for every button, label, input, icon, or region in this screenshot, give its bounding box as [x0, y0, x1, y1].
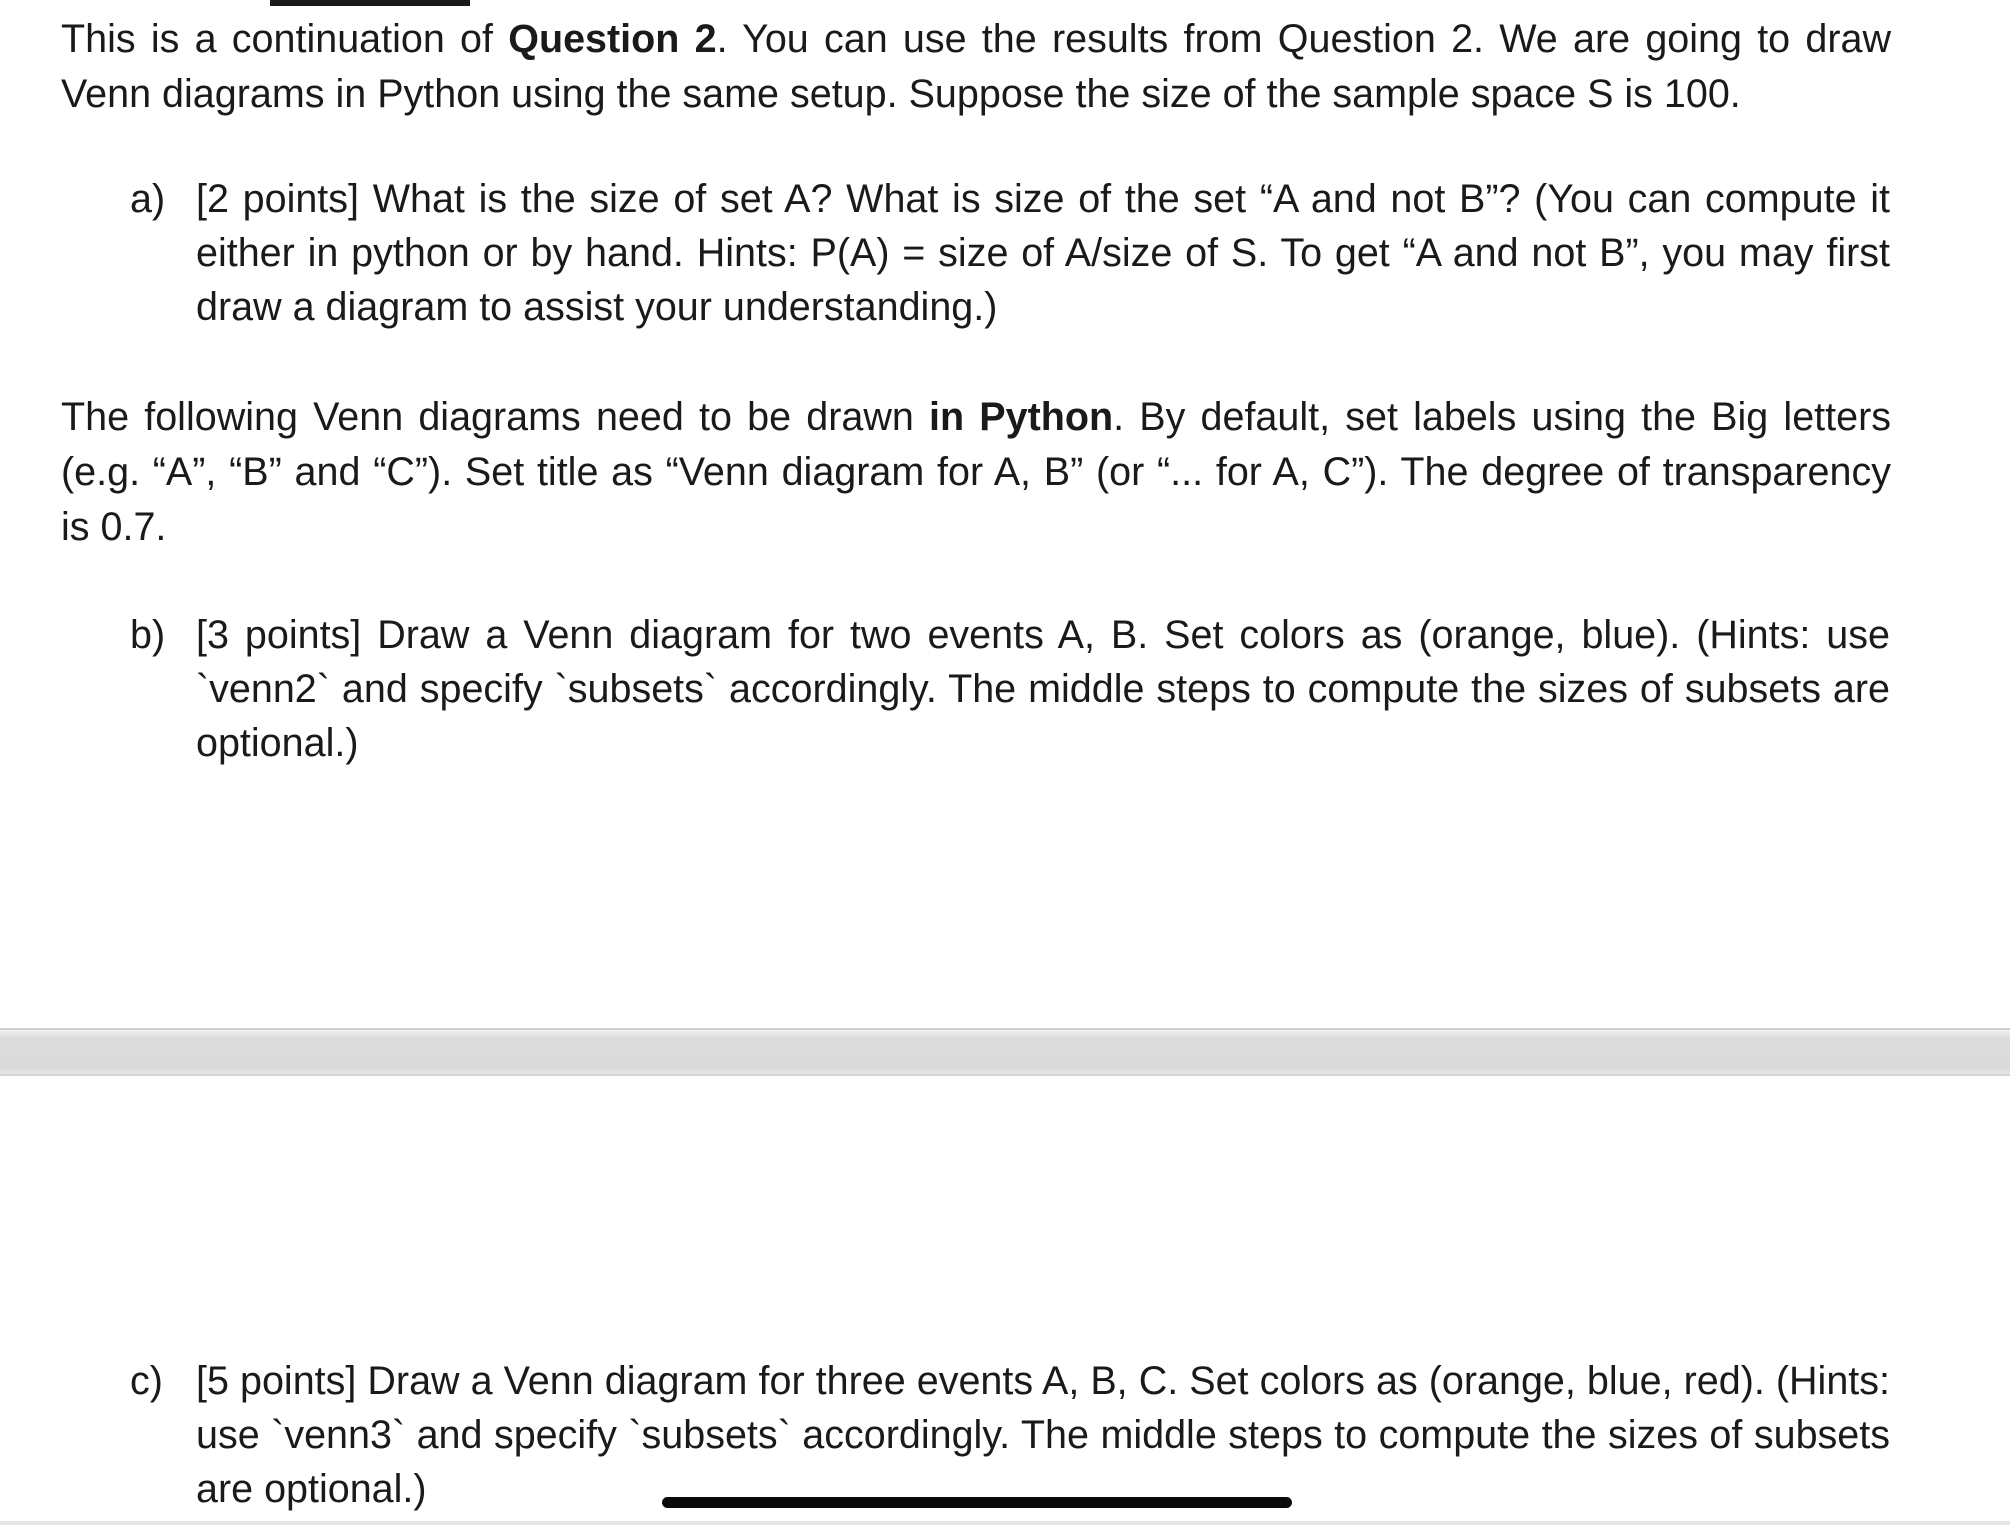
- part-c-text: [5 points] Draw a Venn diagram for three events A, B, C. Set colors as (orange, blue, red). (Hints: use `venn3` and specify `subsets` accordingly. The middle steps to compute the sizes of subsets are optional.): [196, 1359, 1890, 1511]
- part-b-marker: b): [130, 613, 166, 657]
- part-b-text: [3 points] Draw a Venn diagram for two events A, B. Set colors as (orange, blue). (Hints: use `venn2` and specify `subsets` accordingly. The middle steps to compute the sizes of subsets are optional.): [196, 613, 1890, 765]
- question-part-c: [130, 1354, 1890, 1516]
- part-a-marker: a): [130, 177, 166, 221]
- intro-text-after: . You can use the results from Question 2. We are going to draw Venn diagrams in Python using the same setup. Suppose the size of the sample space S is 100.: [61, 17, 1891, 116]
- question-part-b: [130, 608, 1890, 770]
- intro-bold-reference: Question 2: [508, 17, 717, 61]
- cropped-heading-fragment: [270, 0, 470, 6]
- page-break-divider: [0, 1028, 2010, 1076]
- question-part-a: [130, 172, 1890, 334]
- document-page-bottom: [0, 1076, 2010, 1525]
- intro-text-before: This is a continuation of: [61, 17, 509, 61]
- instructions-paragraph: [61, 390, 1891, 555]
- part-c-marker: c): [130, 1359, 163, 1403]
- intro-paragraph: [61, 12, 1891, 122]
- home-indicator-bar[interactable]: [662, 1497, 1292, 1508]
- instructions-text-before: The following Venn diagrams need to be drawn: [61, 395, 929, 439]
- instructions-text-after: . By default, set labels using the Big letters (e.g. “A”, “B” and “C”). Set title as “Venn diagram for A, B” (or “... for A, C”). The degree of transparency is 0.7.: [61, 395, 1891, 549]
- part-a-text: [2 points] What is the size of set A? What is size of the set “A and not B”? (You can compute it either in python or by hand. Hints: P(A) = size of A/size of S. To get “A and not B”, you may first draw a diagram to assist your understanding.): [196, 177, 1890, 329]
- instructions-bold-phrase: in Python: [928, 395, 1114, 439]
- bottom-edge-strip: [0, 1521, 2010, 1525]
